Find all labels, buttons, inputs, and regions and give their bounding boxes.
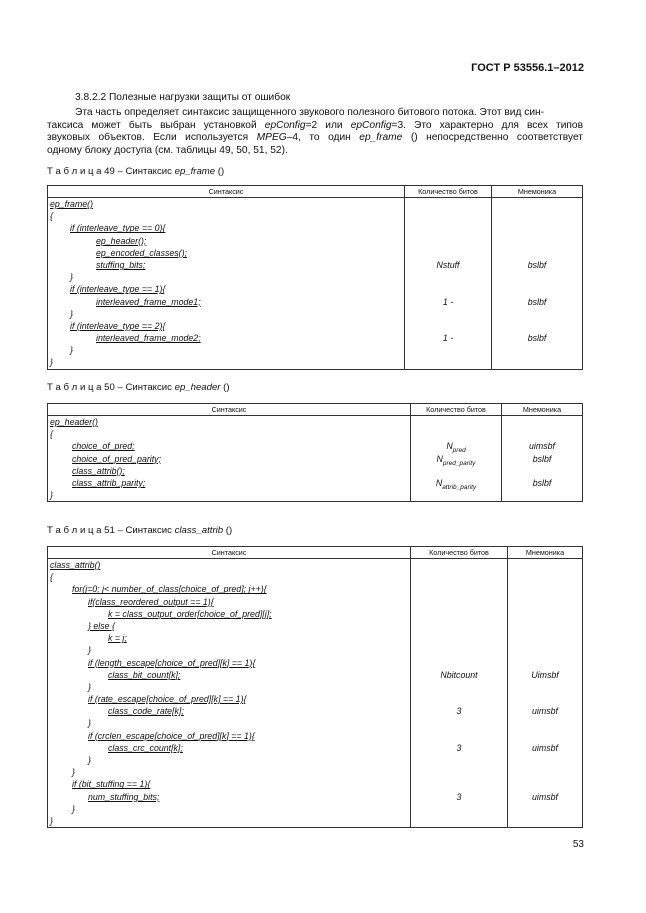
mnemonic-value	[508, 815, 582, 827]
mnemonic-value: uimsbf	[532, 706, 558, 717]
code-line: interleaved_frame_mode1;	[96, 296, 201, 307]
intro-paragraph	[47, 107, 583, 157]
code-line: class_crc_count[k];	[108, 742, 183, 753]
table-50-syntax-cell	[48, 416, 411, 502]
bits-value: Nbitcount	[440, 669, 478, 680]
table-50-bits-cell	[411, 416, 502, 502]
bits-value	[411, 596, 507, 608]
code-line: ep_header()	[50, 417, 98, 427]
mnemonic-value	[492, 198, 582, 210]
mnemonic-value: bslbf	[527, 259, 547, 270]
mnemonic-value: uimsbf	[532, 791, 558, 802]
code-line: }	[88, 645, 91, 656]
table-51-header-mnemonic: Мнемоника	[508, 547, 583, 559]
mnemonic-value	[508, 620, 582, 632]
mnemonic-value	[508, 596, 582, 608]
mnemonic-value	[492, 247, 582, 259]
code-line: if (rate_escape[choice_of_pred][k] == 1){	[88, 694, 247, 705]
mnemonic-value	[492, 344, 582, 356]
bits-value: $N_{attrib\_parity}$	[435, 477, 477, 491]
page-number: 53	[572, 839, 584, 850]
code-line: }	[70, 272, 73, 283]
table-50-header-bits: Количество битов	[411, 404, 502, 416]
bits-value	[411, 693, 507, 705]
bits-value: 3	[456, 742, 462, 753]
mnemonic-value	[508, 681, 582, 693]
mnemonic-value	[508, 766, 582, 778]
table-51-bits-cell	[411, 559, 508, 828]
code-line: choice_of_pred_parity;	[72, 453, 162, 464]
mnemonic-value	[508, 657, 582, 669]
code-line: {	[50, 572, 53, 583]
mnemonic-value: uimsbf	[529, 441, 555, 452]
code-line: ep_encoded_classes();	[96, 247, 187, 258]
mnemonic-value	[502, 465, 582, 477]
bits-value	[411, 815, 507, 827]
code-line: if (crclen_escape[choice_of_pred][k] == 1){	[88, 730, 255, 741]
mnemonic-value	[508, 803, 582, 815]
table-51	[47, 546, 583, 828]
mnemonic-value	[492, 320, 582, 332]
mnemonic-value	[492, 356, 582, 368]
para-line-3: звуковых объектов. Если используется MPEG–4, то один ep_frame () непосредственно соответствует	[47, 132, 583, 144]
mnemonic-value: bslbf	[532, 477, 552, 488]
table-50	[47, 403, 583, 502]
mnemonic-value: Uimsbf	[531, 669, 559, 680]
code-line: for(j=0; j< number_of_class[choice_of_pred]; j++){	[72, 584, 267, 595]
table-50-caption: Т а б л и ц а 50 – Синтаксис ep_header ()	[47, 382, 230, 393]
bits-value	[405, 222, 491, 234]
bits-value	[411, 730, 507, 742]
mnemonic-value	[492, 222, 582, 234]
bits-value	[411, 803, 507, 815]
mnemonic-value	[492, 308, 582, 320]
code-line: }	[50, 490, 53, 501]
table-51-header-bits: Количество битов	[411, 547, 508, 559]
code-line: if (length_escape[choice_of_pred][k] == 1){	[88, 657, 256, 668]
bits-value	[411, 657, 507, 669]
table-49-header-mnemonic: Мнемоника	[492, 186, 583, 198]
bits-value	[405, 283, 491, 295]
bits-value: 3	[456, 706, 462, 717]
bits-value	[411, 644, 507, 656]
mnemonic-value	[502, 428, 582, 440]
mnemonic-value: bslbf	[527, 333, 547, 344]
bits-value	[405, 198, 491, 210]
mnemonic-value	[508, 583, 582, 595]
table-51-syntax-cell	[48, 559, 411, 828]
mnemonic-value: bslbf	[527, 296, 547, 307]
code-line: if (bit_stuffing == 1){	[72, 779, 151, 790]
bits-value	[411, 583, 507, 595]
mnemonic-value	[502, 489, 582, 501]
code-line: {	[50, 211, 53, 222]
code-line: num_stuffing_bits;	[88, 791, 160, 802]
bits-value	[411, 766, 507, 778]
table-51-header-syntax: Синтаксис	[48, 547, 411, 559]
bits-value	[405, 235, 491, 247]
bits-value: 1 -	[442, 333, 454, 344]
code-line: class_bit_count[k];	[108, 669, 181, 680]
mnemonic-value	[508, 717, 582, 729]
table-51-caption: Т а б л и ц а 51 – Синтаксис class_attrib ()	[47, 525, 233, 536]
bits-value	[405, 356, 491, 368]
code-line: } else {	[88, 620, 115, 631]
code-line: class_attrib();	[72, 465, 125, 476]
mnemonic-value	[508, 778, 582, 790]
mnemonic-value	[508, 632, 582, 644]
code-line: }	[72, 803, 75, 814]
code-line: }	[88, 755, 91, 765]
bits-value	[411, 428, 501, 440]
mnemonic-value: bslbf	[532, 453, 552, 464]
para-line-1: Эта часть определяет синтаксис защищенного звукового полезного битового потока. Этот вид син-	[75, 107, 545, 118]
code-line: if (interleave_type == 1){	[70, 284, 166, 295]
bits-value: Nstuff	[436, 259, 460, 270]
code-line: interleaved_frame_mode2;	[96, 333, 201, 344]
bits-value	[411, 571, 507, 583]
bits-value	[405, 247, 491, 259]
bits-value	[411, 620, 507, 632]
mnemonic-value: uimsbf	[532, 742, 558, 753]
mnemonic-value	[508, 559, 582, 571]
bits-value	[405, 320, 491, 332]
bits-value: $N_{pred\_parity}$	[436, 453, 476, 467]
table-49-header-syntax: Синтаксис	[48, 186, 405, 198]
code-line: if(class_reordered_output == 1){	[88, 596, 214, 607]
bits-value	[411, 632, 507, 644]
para-line-4: одному блоку доступа (см. таблицы 49, 50, 51, 52).	[47, 144, 288, 156]
mnemonic-value	[492, 271, 582, 283]
mnemonic-value	[492, 235, 582, 247]
code-line: }	[88, 718, 91, 729]
code-line: ep_header();	[96, 235, 147, 246]
mnemonic-value	[508, 730, 582, 742]
bits-value	[411, 559, 507, 571]
bits-value: 1 -	[442, 296, 454, 307]
mnemonic-value	[508, 571, 582, 583]
bits-value	[405, 210, 491, 222]
bits-value	[411, 778, 507, 790]
table-49-syntax-cell	[48, 198, 405, 370]
code-line: class_attrib()	[50, 560, 101, 570]
table-49-mnemonic-cell	[492, 198, 583, 370]
code-line: class_attrib_parity;	[72, 477, 146, 488]
bits-value: 3	[456, 791, 462, 802]
code-line: k = class_output_order[choice_of_pred][j];	[108, 608, 272, 619]
code-line: }	[50, 815, 53, 826]
table-51-mnemonic-cell	[508, 559, 583, 828]
code-line: class_code_rate[k];	[108, 706, 184, 717]
code-line: choice_of_pred;	[72, 441, 135, 452]
bits-value	[411, 416, 501, 428]
bits-value	[405, 344, 491, 356]
table-49-bits-cell	[405, 198, 492, 370]
section-title: 3.8.2.2 Полезные нагрузки защиты от ошибок	[75, 92, 291, 103]
bits-value	[405, 271, 491, 283]
bits-value	[405, 308, 491, 320]
bits-value	[411, 754, 507, 766]
code-line: }	[88, 681, 91, 692]
standard-header: ГОСТ Р 53556.1–2012	[471, 62, 584, 74]
mnemonic-value	[508, 693, 582, 705]
table-50-header-mnemonic: Мнемоника	[502, 404, 583, 416]
mnemonic-value	[508, 754, 582, 766]
bits-value	[411, 717, 507, 729]
code-line: if (interleave_type == 0){	[70, 223, 166, 234]
table-50-header-syntax: Синтаксис	[48, 404, 411, 416]
bits-value	[411, 608, 507, 620]
mnemonic-value	[492, 210, 582, 222]
table-49-header-bits: Количество битов	[405, 186, 492, 198]
code-line: }	[72, 767, 75, 778]
code-line: k = j;	[108, 633, 127, 644]
code-line: {	[50, 429, 53, 440]
code-line: if (interleave_type == 2){	[70, 320, 166, 331]
table-50-mnemonic-cell	[502, 416, 583, 502]
mnemonic-value	[492, 283, 582, 295]
code-line: }	[70, 345, 73, 356]
code-line: stuffing_bits;	[96, 259, 146, 270]
code-line: }	[50, 357, 53, 368]
mnemonic-value	[502, 416, 582, 428]
code-line: ep_frame()	[50, 199, 94, 209]
para-line-2: таксиса может быть выбран установкой epConfig=2 или epConfig=3. Это характерно для всех типов	[47, 119, 583, 131]
bits-value: $N_{pred}$	[446, 441, 466, 455]
table-49	[47, 185, 583, 370]
mnemonic-value	[508, 644, 582, 656]
code-line: }	[70, 308, 73, 319]
table-49-caption: Т а б л и ц а 49 – Синтаксис ep_frame ()	[47, 166, 225, 177]
bits-value	[411, 681, 507, 693]
mnemonic-value	[508, 608, 582, 620]
